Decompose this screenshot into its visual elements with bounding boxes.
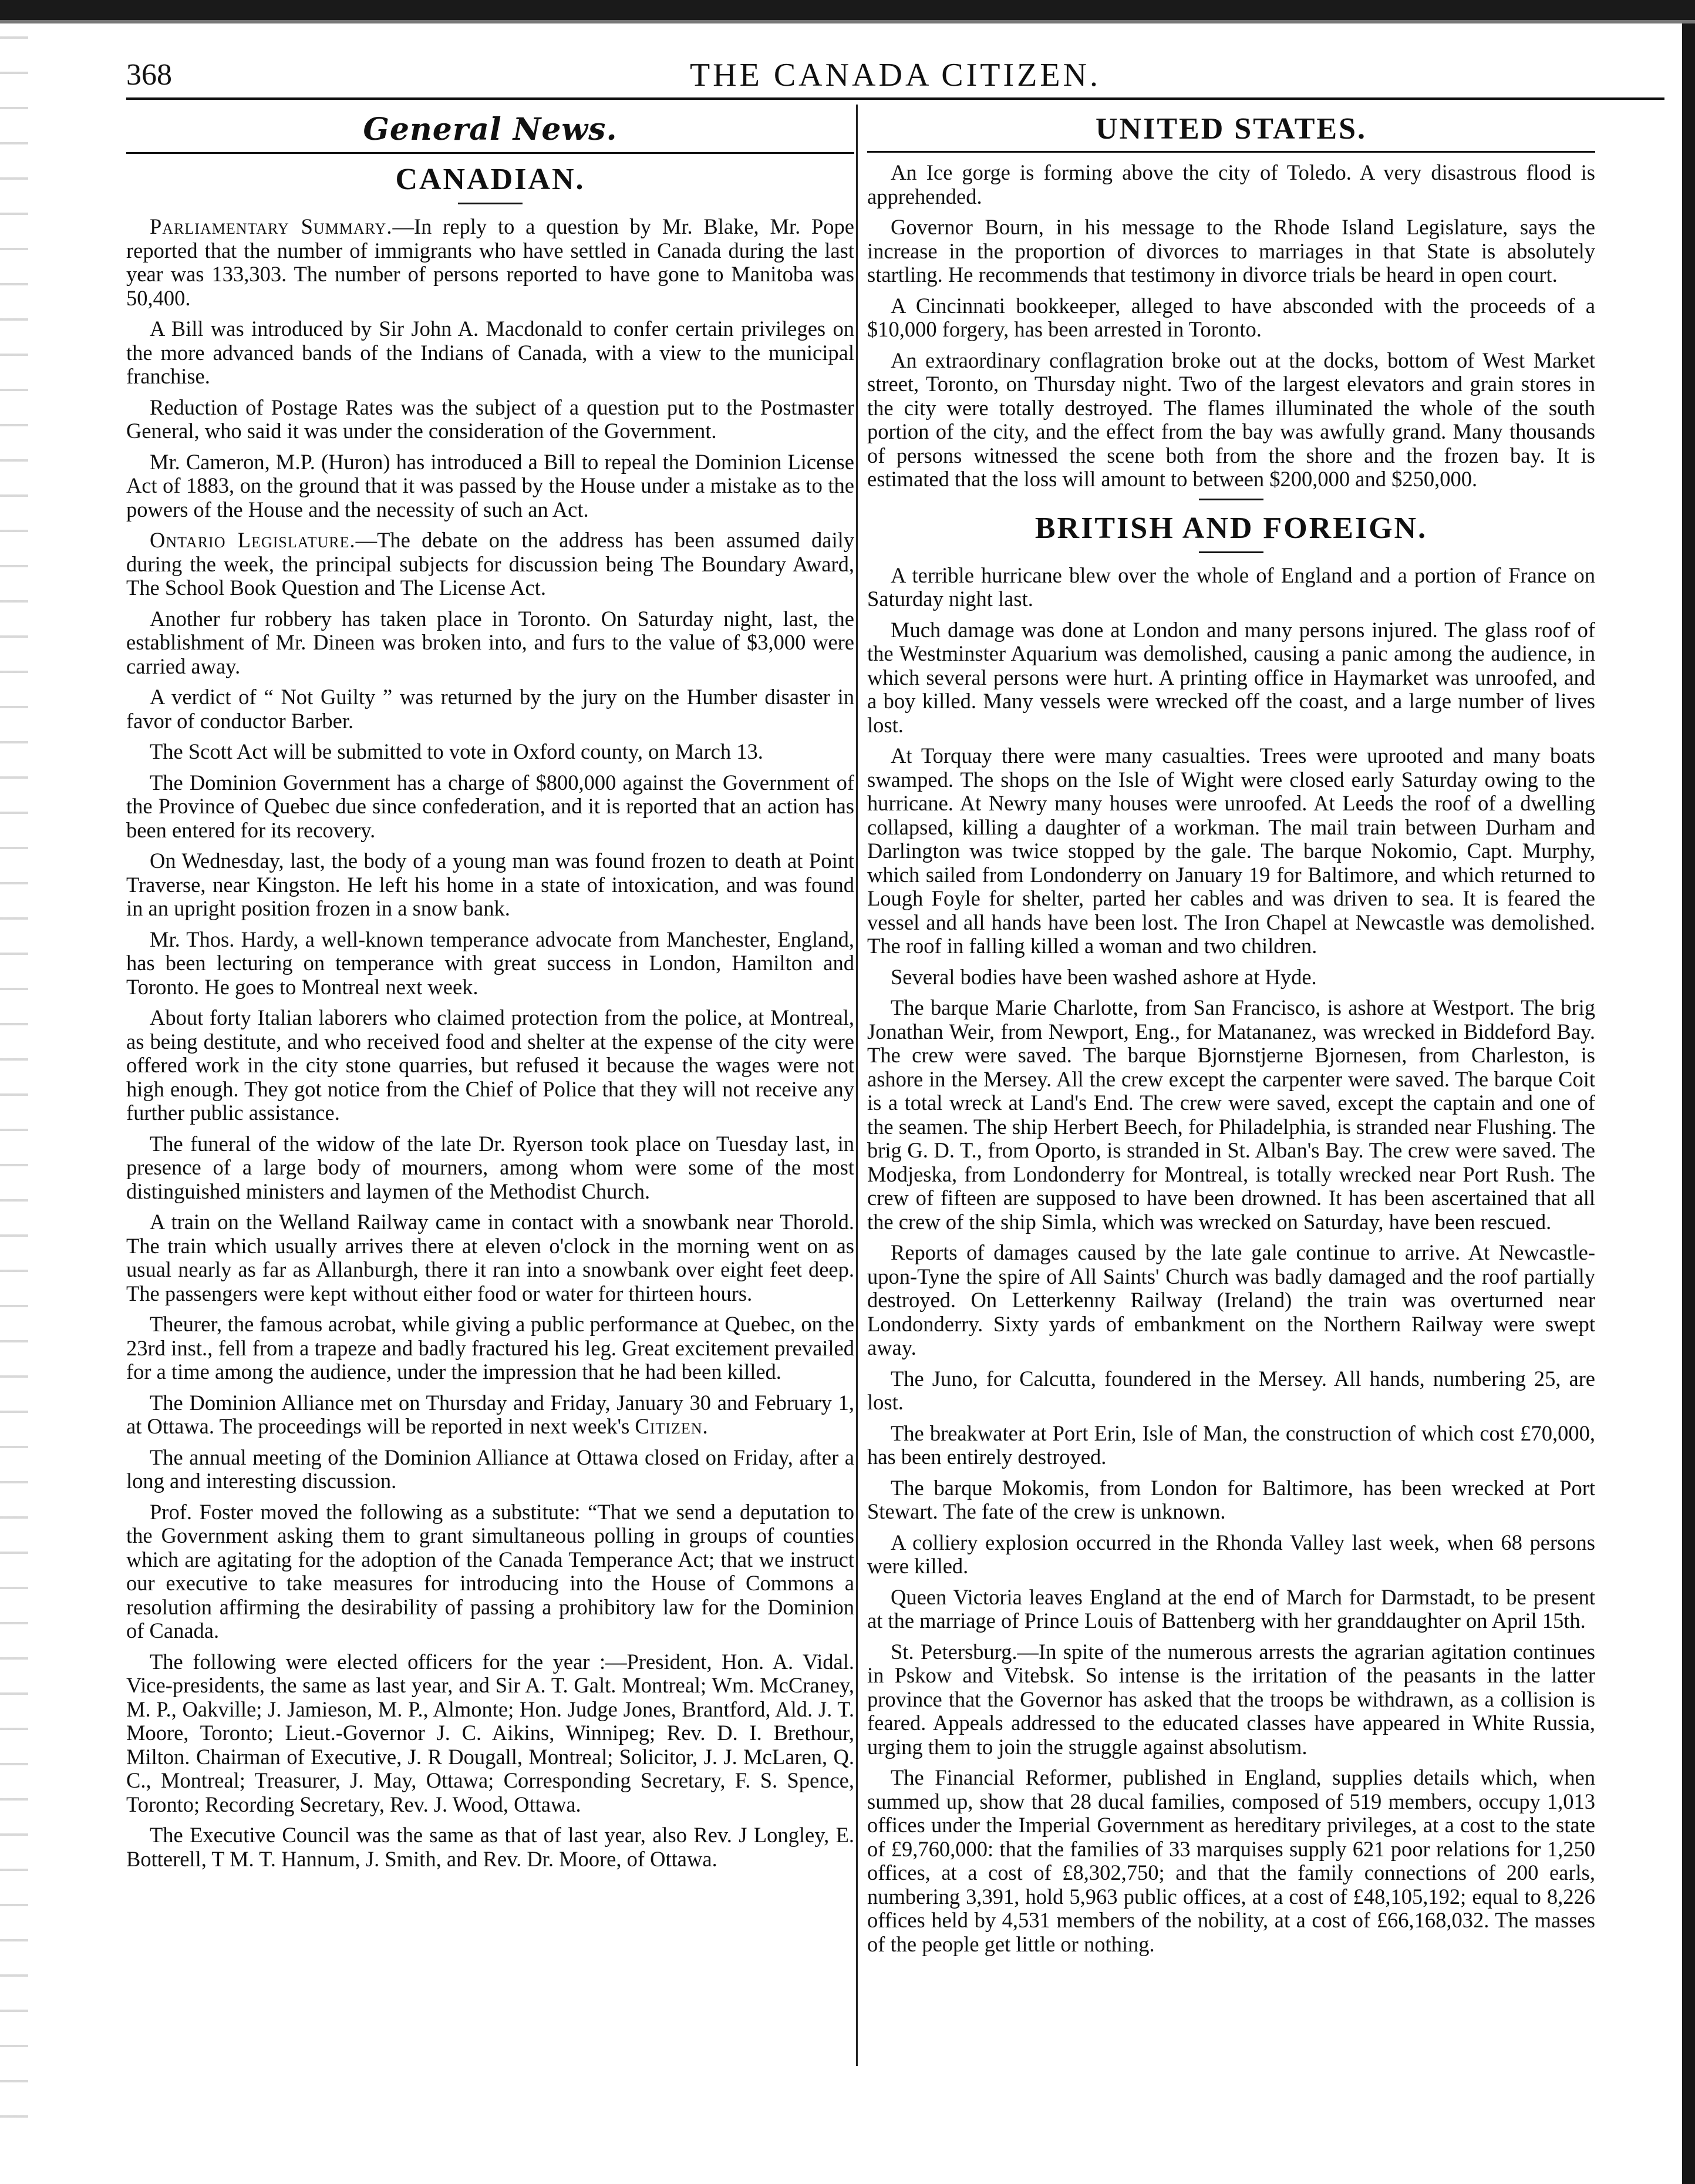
heading-rule — [126, 152, 854, 154]
news-item: The Executive Council was the same as that of last year, also Rev. J Longley, E. Botterell, T M. T. Hannum, J. Smith, and Rev. Dr. Moore, of Ottawa. — [126, 1823, 854, 1871]
news-item: The Juno, for Calcutta, foundered in the Mersey. All hands, numbering 25, are lost. — [867, 1366, 1595, 1414]
news-item: The Dominion Government has a charge of $800,000 against the Government of the Province of Quebec due since confederation, and it is reported that an action has been entered for its recovery. — [126, 770, 854, 842]
news-item: On Wednesday, last, the body of a young man was found frozen to death at Point Traverse, near Kingston. He left his home in a state of intoxication, and was found in an upright position frozen in a snow bank. — [126, 849, 854, 920]
news-item: The following were elected officers for the year :—President, Hon. A. Vidal. Vice-presidents, the same as last year, and Sir A. T. Galt. Montreal; Wm. McCraney, M. P., Oakville; J. Jamieson, M. P., Almonte; Hon. Judge Jones, Brantford, Ald. J. T. Moore, Toronto; Lieut.-Governor J. C. Aikins, Winnipeg; Rev. D. I. Brethour, Milton. Chairman of Executive, J. R Dougall, Montreal; Solicitor, J. J. McLaren, Q. C., Montreal; Treasurer, J. May, Ottawa; Corresponding Secretary, F. S. Spence, Toronto; Recording Secretary, Rev. J. Wood, Ottawa. — [126, 1649, 854, 1816]
news-item — [126, 529, 854, 600]
column-divider — [856, 105, 858, 2066]
british-foreign-section-title: BRITISH AND FOREIGN. — [1034, 511, 1428, 545]
general-news-heading: General News. — [363, 112, 618, 147]
section-rule — [1199, 551, 1263, 553]
news-item: An Ice gorge is forming above the city of Toledo. A very disastrous flood is apprehended. — [867, 160, 1595, 208]
news-item: A Bill was introduced by Sir John A. Macdonald to confer certain privileges on the more advanced bands of the Indians of Canada, with a view to the municipal franchise. — [126, 317, 854, 388]
news-item: Mr. Cameron, M.P. (Huron) has introduced a Bill to repeal the Dominion License Act of 1883, on the ground that it was passed by the House under a mistake as to the powers of the House and the necessity of such an Act. — [126, 449, 854, 521]
news-item: A train on the Welland Railway came in contact with a snowbank near Thorold. The train which usually arrives there at eleven o'clock in the morning went on as usual nearly as far as Allanburgh, there it ran into a snowbank over eight feet deep. The passengers were kept without either food or water for thirteen hours. — [126, 1210, 854, 1305]
right-column — [867, 105, 1595, 1963]
news-item: Prof. Foster moved the following as a substitute: “That we send a deputation to the Government asking them to grant simultaneous polling in groups of counties which are agitating for the adoption of the Canada Temperance Act; that we instruct our executive to take measures for introducing into the House of Commons a resolution affirming the desirability of passing a prohibitory law for the Dominion of Canada. — [126, 1499, 854, 1643]
news-item: Queen Victoria leaves England at the end of March for Darmstadt, to be present at the marriage of Prince Louis of Battenberg with her granddaughter on April 15th. — [867, 1584, 1595, 1633]
news-item: The barque Mokomis, from London for Baltimore, has been wrecked at Port Stewart. The fate of the crew is unknown. — [867, 1475, 1595, 1523]
news-item: The breakwater at Port Erin, Isle of Man, the construction of which cost £70,000, has been entirely destroyed. — [867, 1421, 1595, 1469]
news-item: Reduction of Postage Rates was the subject of a question put to the Postmaster General, who said it was under the consideration of the Government. — [126, 395, 854, 443]
news-item: Reports of damages caused by the late gale continue to arrive. At Newcastle-upon-Tyne the spire of All Saints' Church was badly damaged and the roof partially destroyed. On Letterkenny Railway (Ireland) the train was overturned near Londonderry. Sixty yards of embankment on the Northern Railway were swept away. — [867, 1240, 1595, 1359]
top-border — [0, 0, 1695, 20]
news-item: A colliery explosion occurred in the Rhonda Valley last week, when 68 persons were killed. — [867, 1530, 1595, 1578]
news-item: The Financial Reformer, published in England, supplies details which, when summed up, show that 28 ducal families, composed of 519 members, occupy 1,013 offices under the Imperial Government as hereditary privileges, at a cost to the state of £9,760,000: that the families of 33 marquises supply 621 poor relations for 1,250 offices, at a cost of £8,302,750; and that the family connections of 200 earls, numbering 3,391, hold 5,963 public offices, at a cost of £48,105,192; equal to 8,226 offices held by 4,531 members of the nobility, at a cost of £66,168,032. The masses of the people get little or nothing. — [867, 1765, 1595, 1956]
news-item: The barque Marie Charlotte, from San Francisco, is ashore at Westport. The brig Jonathan Weir, from Newport, Eng., for Matananez, was wrecked in Biddeford Bay. The crew were saved. The barque Bjornstjerne Bjornesen, from Charleston, is ashore in the Mersey. All the crew except the carpenter were saved. The barque Coit is a total wreck at Land's End. The crew were saved, except the captain and one of the seamen. The ship Herbert Beech, for Philadelphia, is stranded near Flushing. The brig G. D. T., from Oporto, is stranded in St. Alban's Bay. The crew were saved. The Modjeska, from Londonderry for Montreal, is totally wrecked near Port Rush. The crew of fifteen are supposed to have been drowned. It has been ascertained that all the crew of the ship Simla, which was wrecked on Saturday, have been rescued. — [867, 995, 1595, 1234]
news-item: Much damage was done at London and many persons injured. The glass roof of the Westminster Aquarium was demolished, causing a panic among the audience, in which several persons were hurt. A printing office in Haymarket was unroofed, and a boy killed. Many vessels were wrecked off the coast, and a large number of lives lost. — [867, 617, 1595, 737]
news-item: Theurer, the famous acrobat, while giving a public performance at Quebec, on the 23rd inst., fell from a trapeze and badly fractured his leg. Great excitement prevailed for a time among the audience, under the impression that he had been killed. — [126, 1312, 854, 1384]
news-item: A Cincinnati bookkeeper, alleged to have absconded with the proceeds of a $10,000 forgery, has been arrested in Toronto. — [867, 293, 1595, 341]
news-item: Another fur robbery has taken place in Toronto. On Saturday night, last, the establishment of Mr. Dineen was broken into, and furs to the value of $3,000 were carried away. — [126, 606, 854, 678]
news-item: The annual meeting of the Dominion Alliance at Ottawa closed on Friday, after a long and interesting discussion. — [126, 1445, 854, 1493]
news-item: The funeral of the widow of the late Dr. Ryerson took place on Tuesday last, in presence of a large body of mourners, among whom were some of the most distinguished ministers and laymen of the Methodist Church. — [126, 1131, 854, 1203]
news-item: A terrible hurricane blew over the whole of England and a portion of France on Saturday night last. — [867, 563, 1595, 611]
journal-title: THE CANADA CITIZEN. — [689, 57, 1101, 93]
item-text: —In reply to a question by Mr. Blake, Mr. Pope reported that the number of immigrants who have settled in Canada during the last year was 133,303. The number of persons reported to have gone to Manitoba was 50,400. — [126, 214, 854, 310]
news-item: Mr. Thos. Hardy, a well-known temperance advocate from Manchester, England, has been lecturing on temperance with great success in London, Hamilton and Toronto. He goes to Montreal next week. — [126, 927, 854, 999]
news-item — [126, 1391, 854, 1439]
item-text: —The debate on the address has been assumed daily during the week, the principal subjects for discussion being The Boundary Award, The School Book Question and The License Act. — [126, 528, 854, 600]
news-item: St. Petersburg.—In spite of the numerous arrests the agrarian agitation continues in Pskow and Vitebsk. So intense is the irritation of the peasants in the latter province that the Governor has asked that the troops be withdrawn, as a collision is feared. Appeals addressed to the educated classes have appeared in White Russia, urging them to join the struggle against absolutism. — [867, 1639, 1595, 1759]
united-states-section-title: UNITED STATES. — [1096, 112, 1367, 146]
item-text: The Dominion Alliance met on Thursday and Friday, January 30 and February 1, at Ottawa. The proceedings will be reported in next week's — [126, 1390, 854, 1438]
left-column — [126, 105, 854, 1878]
canadian-section-title: CANADIAN. — [395, 163, 585, 196]
running-head — [126, 52, 1664, 93]
item-lead: Ontario Legislature. — [150, 528, 356, 552]
header-rule — [126, 97, 1664, 100]
news-item — [126, 215, 854, 310]
page-number: 368 — [126, 58, 172, 92]
right-edge — [1682, 23, 1695, 2184]
binding-edge — [0, 23, 28, 2138]
top-border-shadow — [0, 20, 1695, 23]
news-item: Governor Bourn, in his message to the Rhode Island Legislature, says the increase in the proportion of divorces to marriages in that State is absolutely startling. He recommends that testimony in divorce trials be heard in open court. — [867, 215, 1595, 287]
item-lead: Parliamentary Summary. — [150, 214, 393, 238]
section-rule — [458, 203, 523, 204]
heading-rule — [867, 151, 1595, 153]
news-item: An extraordinary conflagration broke out at the docks, bottom of West Market street, Toronto, on Thursday night. Two of the largest elevators and grain stores in the city were totally destroyed. The flames illuminated the whole of the south portion of the city, and the effect from the bay was awfully grand. Many thousands of persons witnessed the scene both from the shore and the frozen bay. It is estimated that the loss will amount to between $200,000 and $250,000. — [867, 348, 1595, 491]
section-rule — [1199, 499, 1263, 500]
news-item: At Torquay there were many casualties. Trees were uprooted and many boats swamped. The shops on the Isle of Wight were closed early Saturday owing to the hurricane. At Newry many houses were unroofed. At Leeds the roof of a dwelling collapsed, killing a daughter of a workman. The mail train between Durham and Darlington was twice stopped by the gale. The barque Nokomio, Capt. Murphy, which sailed from Londonderry on January 19 for Baltimore, and which returned to Lough Foyle for shelter, parted her cables and was driven to sea. It is feared the vessel and all hands have been lost. The Iron Chapel at Newcastle was demolished. The roof in falling killed a woman and two children. — [867, 743, 1595, 958]
news-item: Several bodies have been washed ashore at Hyde. — [891, 964, 1317, 989]
news-item: A verdict of “ Not Guilty ” was returned by the jury on the Humber disaster in favor of conductor Barber. — [126, 685, 854, 733]
news-item: The Scott Act will be submitted to vote in Oxford county, on March 13. — [150, 739, 763, 763]
news-item: About forty Italian laborers who claimed protection from the police, at Montreal, as being destitute, and who received food and shelter at the expense of the city were offered work in the city stone quarries, but refused it because the wages were not high enough. They got notice from the Chief of Police that they will not receive any further public assistance. — [126, 1005, 854, 1125]
item-tail: Citizen. — [635, 1414, 709, 1438]
